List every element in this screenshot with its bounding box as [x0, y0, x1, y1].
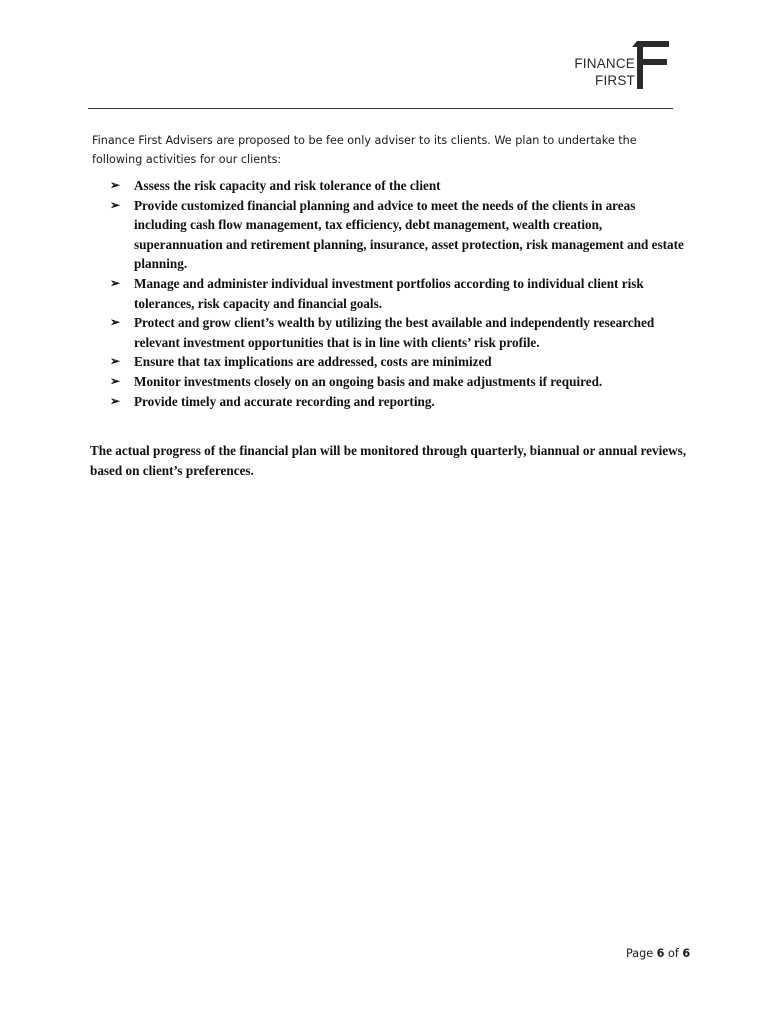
activity-text: Provide timely and accurate recording and reporting. [134, 393, 435, 409]
arrow-bullet-icon: ➢ [110, 275, 121, 290]
activity-text: Manage and administer individual investment portfolios according to individual client risk tolerances, risk capacity and financial goals. [134, 275, 644, 311]
activity-text: Assess the risk capacity and risk tolerance of the client [134, 178, 441, 193]
logo-text-first: FIRST [595, 73, 635, 88]
arrow-bullet-icon: ➢ [110, 373, 121, 388]
current-page-number: 6 [656, 947, 665, 960]
activity-item [110, 196, 690, 274]
arrow-bullet-icon: ➢ [110, 354, 121, 369]
header-divider [88, 108, 673, 109]
activity-text: Monitor investments closely on an ongoing basis and make adjustments if required. [134, 373, 603, 389]
total-pages-number: 6 [682, 947, 691, 960]
arrow-bullet-icon: ➢ [110, 197, 121, 212]
activity-item [110, 392, 690, 412]
arrow-bullet-icon: ➢ [110, 393, 121, 408]
arrow-bullet-icon: ➢ [110, 178, 121, 192]
activity-item [110, 352, 690, 372]
activity-item [110, 274, 690, 313]
of-word: of [668, 947, 679, 960]
activity-item [110, 372, 690, 392]
logo-text-finance: FINANCE [574, 56, 635, 71]
company-logo [572, 38, 672, 94]
intro-paragraph: Finance First Advisers are proposed to be fee only adviser to its clients. We plan to undertake the following activities for our clients: [92, 134, 637, 166]
page-word: Page [626, 947, 654, 960]
arrow-bullet-icon: ➢ [110, 315, 121, 330]
closing-paragraph: The actual progress of the financial plan will be monitored through quarterly, biannual or annual reviews, based on client’s preferences. [90, 443, 687, 478]
activity-text: Ensure that tax implications are addressed, costs are minimized [134, 354, 492, 370]
activity-item [110, 176, 690, 196]
logo-1f-mark-icon [632, 38, 672, 94]
activity-text: Provide customized financial planning and advice to meet the needs of the clients in areas including cash flow management, tax efficiency, debt management, wealth creation, superannuation and retirement planning, insurance, asset protection, risk management and estate planning. [134, 197, 684, 272]
activity-text: Protect and grow client’s wealth by utilizing the best available and independently researched relevant investment opportunities that is in line with clients’ risk profile. [134, 315, 655, 350]
page-number [626, 947, 690, 960]
activity-item [110, 313, 690, 352]
activity-list [110, 176, 690, 411]
